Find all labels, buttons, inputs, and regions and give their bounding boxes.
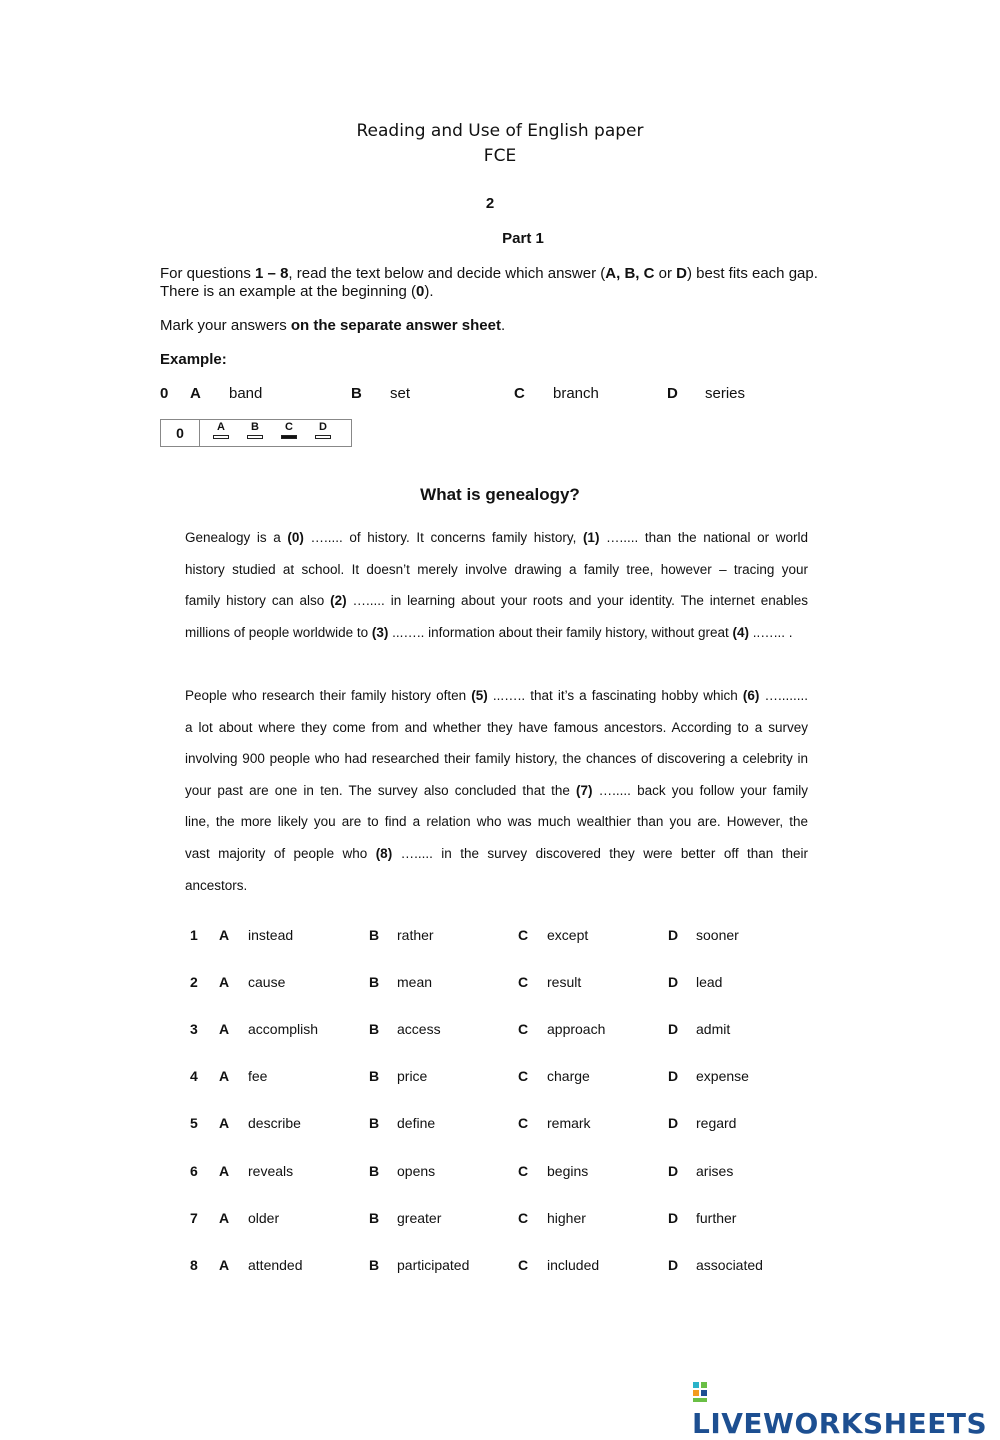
text-line [185,775,808,807]
option-letter: B [369,927,380,943]
answer-bubble [247,435,263,439]
option-letter: D [668,1163,679,1179]
text-span: a lot about where they come from and whether they have famous ancestors. According to a survey [185,719,808,735]
page-number: 2 [485,195,495,212]
text-line [185,743,808,775]
option-b-word: define [397,1115,436,1131]
document-title: Reading and Use of English paper [356,121,644,141]
text-line [185,680,808,712]
option-letter: D [668,1021,679,1037]
text-line [185,712,808,744]
answer-bubble [213,435,229,439]
instruction-text: There is an example at the beginning ( [160,283,416,300]
option-letter: B [369,1068,380,1084]
example-option-letter: A [190,385,201,402]
option-letter: B [369,1210,380,1226]
gap-number: (3) [371,624,389,640]
text-span: ...….. information about their family history, without great [388,624,733,640]
mark-instruction [160,317,820,335]
answer-sheet-letter: D [319,421,327,433]
question-number: 5 [190,1115,198,1131]
option-a-word: fee [248,1068,268,1084]
option-d-word: lead [696,974,723,990]
text-span: …..... than the national or world [599,530,808,545]
text-span: …..... in learning about your roots and your identity. The internet enables [346,593,808,609]
liveworksheets-logo-icon [692,1380,716,1404]
option-letter: B [369,974,380,990]
text-span: Genealogy is a [185,530,288,545]
example-number: 0 [160,385,169,402]
option-letter: A [219,1257,230,1273]
answer-sheet-number: 0 [161,420,200,446]
option-c-word: approach [547,1021,606,1037]
instruction-option-d: D [676,265,687,282]
option-a-word: accomplish [248,1021,319,1037]
gap-number: (8) [375,845,393,861]
example-answer-sheet [160,419,352,447]
answer-sheet-option-a [211,422,231,439]
text-span: ...….. that it’s a fascinating hobby which [487,688,743,703]
text-line [185,838,808,870]
option-letter: B [369,1257,380,1273]
option-a-word: older [248,1210,280,1226]
option-letter: A [219,1115,230,1131]
option-letter: B [369,1163,380,1179]
text-heading: What is genealogy? [420,485,580,504]
option-d-word: arises [696,1163,734,1179]
instructions [160,265,820,301]
example-option-letter: C [514,385,525,402]
text-span: line, the more likely you are to find a relation who was much wealthier than you are. However, the [185,814,808,830]
instruction-range: 1 – 8 [255,265,289,282]
option-letter: B [369,1021,380,1037]
text-span: …..... back you follow your family [592,782,808,798]
option-d-word: associated [696,1257,763,1273]
instruction-options: A, B, C [605,265,655,282]
question-number: 2 [190,974,198,990]
option-letter: A [219,974,230,990]
option-letter: A [219,1210,230,1226]
gap-number: (6) [742,688,760,703]
instruction-text: For questions [160,265,256,282]
gap-number: (1) [582,530,600,545]
option-letter: A [219,1021,230,1037]
option-b-word: access [397,1021,441,1037]
answer-bubble [315,435,331,439]
instruction-emphasis: on the separate answer sheet [290,317,501,334]
text-span: involving 900 people who had researched their family history, the chances of discovering a celebrity in [185,751,808,767]
instruction-text: Mark your answers [160,317,291,334]
option-c-word: except [547,927,589,943]
text-line [185,806,808,838]
option-letter: D [668,1210,679,1226]
option-c-word: result [547,974,582,990]
text-span: history studied at school. It doesn’t merely involve drawing a family tree, however – tracing your [185,561,808,577]
option-c-word: included [547,1257,600,1273]
option-b-word: opens [397,1163,436,1179]
option-letter: A [219,927,230,943]
text-paragraph-2 [185,680,808,901]
text-span: your past are one in ten. The survey also concluded that the [185,782,577,798]
text-span: millions of people worldwide to [185,624,372,640]
example-option-word: band [229,385,263,402]
answer-sheet-option-c [279,422,299,439]
answer-sheet-letter: C [285,421,293,433]
option-letter: D [668,1068,679,1084]
text-span: People who research their family history often [185,688,472,703]
option-c-word: higher [547,1210,586,1226]
text-span: …..... in the survey discovered they were better off than their [392,845,808,861]
text-span: …..... of history. It concerns family history, [303,530,583,545]
gap-number: (4) [732,624,750,640]
option-a-word: cause [248,974,286,990]
option-d-word: sooner [696,927,739,943]
option-a-word: instead [248,927,294,943]
gap-number: (5) [471,688,488,703]
option-b-word: greater [397,1210,442,1226]
question-number: 8 [190,1257,198,1273]
answer-sheet-option-d [313,422,333,439]
instruction-text: , read the text below and decide which answer ( [288,265,606,282]
text-paragraph-1 [185,522,808,648]
instruction-text: or [654,265,677,282]
answer-sheet-letter: B [251,421,259,433]
answer-bubble-selected [281,435,297,439]
document-subtitle: FCE [483,146,517,166]
example-option-word: set [390,385,411,402]
question-number: 4 [190,1068,198,1084]
option-letter: C [518,1021,529,1037]
option-d-word: admit [696,1021,731,1037]
text-span: family history can also [185,593,331,609]
example-option-letter: D [667,385,678,402]
instruction-example-number: 0 [416,283,425,300]
text-span: ..…... . [749,624,793,640]
text-line [185,617,808,649]
example-label: Example: [160,351,227,368]
example-option-word: series [705,385,746,402]
option-a-word: describe [248,1115,301,1131]
option-letter: B [369,1115,380,1131]
option-b-word: price [397,1068,428,1084]
text-line [185,522,808,554]
gap-number: (2) [330,593,347,609]
option-letter: D [668,1115,679,1131]
option-c-word: remark [547,1115,591,1131]
text-span: vast majority of people who [185,845,376,861]
option-letter: D [668,927,679,943]
option-a-word: reveals [248,1163,294,1179]
text-span: …........ [759,688,808,703]
option-d-word: further [696,1210,737,1226]
option-letter: D [668,1257,679,1273]
question-number: 6 [190,1163,198,1179]
option-letter: C [518,1068,529,1084]
option-letter: C [518,927,529,943]
question-number: 7 [190,1210,198,1226]
option-c-word: begins [547,1163,589,1179]
gap-number: (7) [576,782,593,798]
option-letter: A [219,1163,230,1179]
question-number: 3 [190,1021,198,1037]
instruction-text: . [500,317,506,334]
option-letter: C [518,1257,529,1273]
option-letter: C [518,1210,529,1226]
liveworksheets-logo [692,1374,1000,1440]
question-number: 1 [190,927,198,943]
text-line [185,554,808,586]
option-d-word: expense [696,1068,749,1084]
gap-number: (0) [287,530,304,545]
instruction-text: ) best fits each gap. [686,265,818,282]
text-line [185,585,808,617]
option-b-word: participated [397,1257,470,1273]
option-b-word: mean [397,974,433,990]
option-c-word: charge [547,1068,590,1084]
option-letter: C [518,1163,529,1179]
option-letter: C [518,974,529,990]
example-option-letter: B [351,385,362,402]
option-letter: D [668,974,679,990]
option-letter: A [219,1068,230,1084]
answer-sheet-letter: A [217,421,225,433]
logo-text: LIVEWORKSHEETS [692,1407,988,1440]
option-letter: C [518,1115,529,1131]
part-heading: Part 1 [502,230,544,247]
text-line [185,870,808,902]
answer-sheet-option-b [245,422,265,439]
option-d-word: regard [696,1115,737,1131]
text-span: ancestors. [185,877,248,893]
example-option-word: branch [553,385,599,402]
instruction-text: ). [424,283,434,300]
option-a-word: attended [248,1257,303,1273]
option-b-word: rather [397,927,434,943]
